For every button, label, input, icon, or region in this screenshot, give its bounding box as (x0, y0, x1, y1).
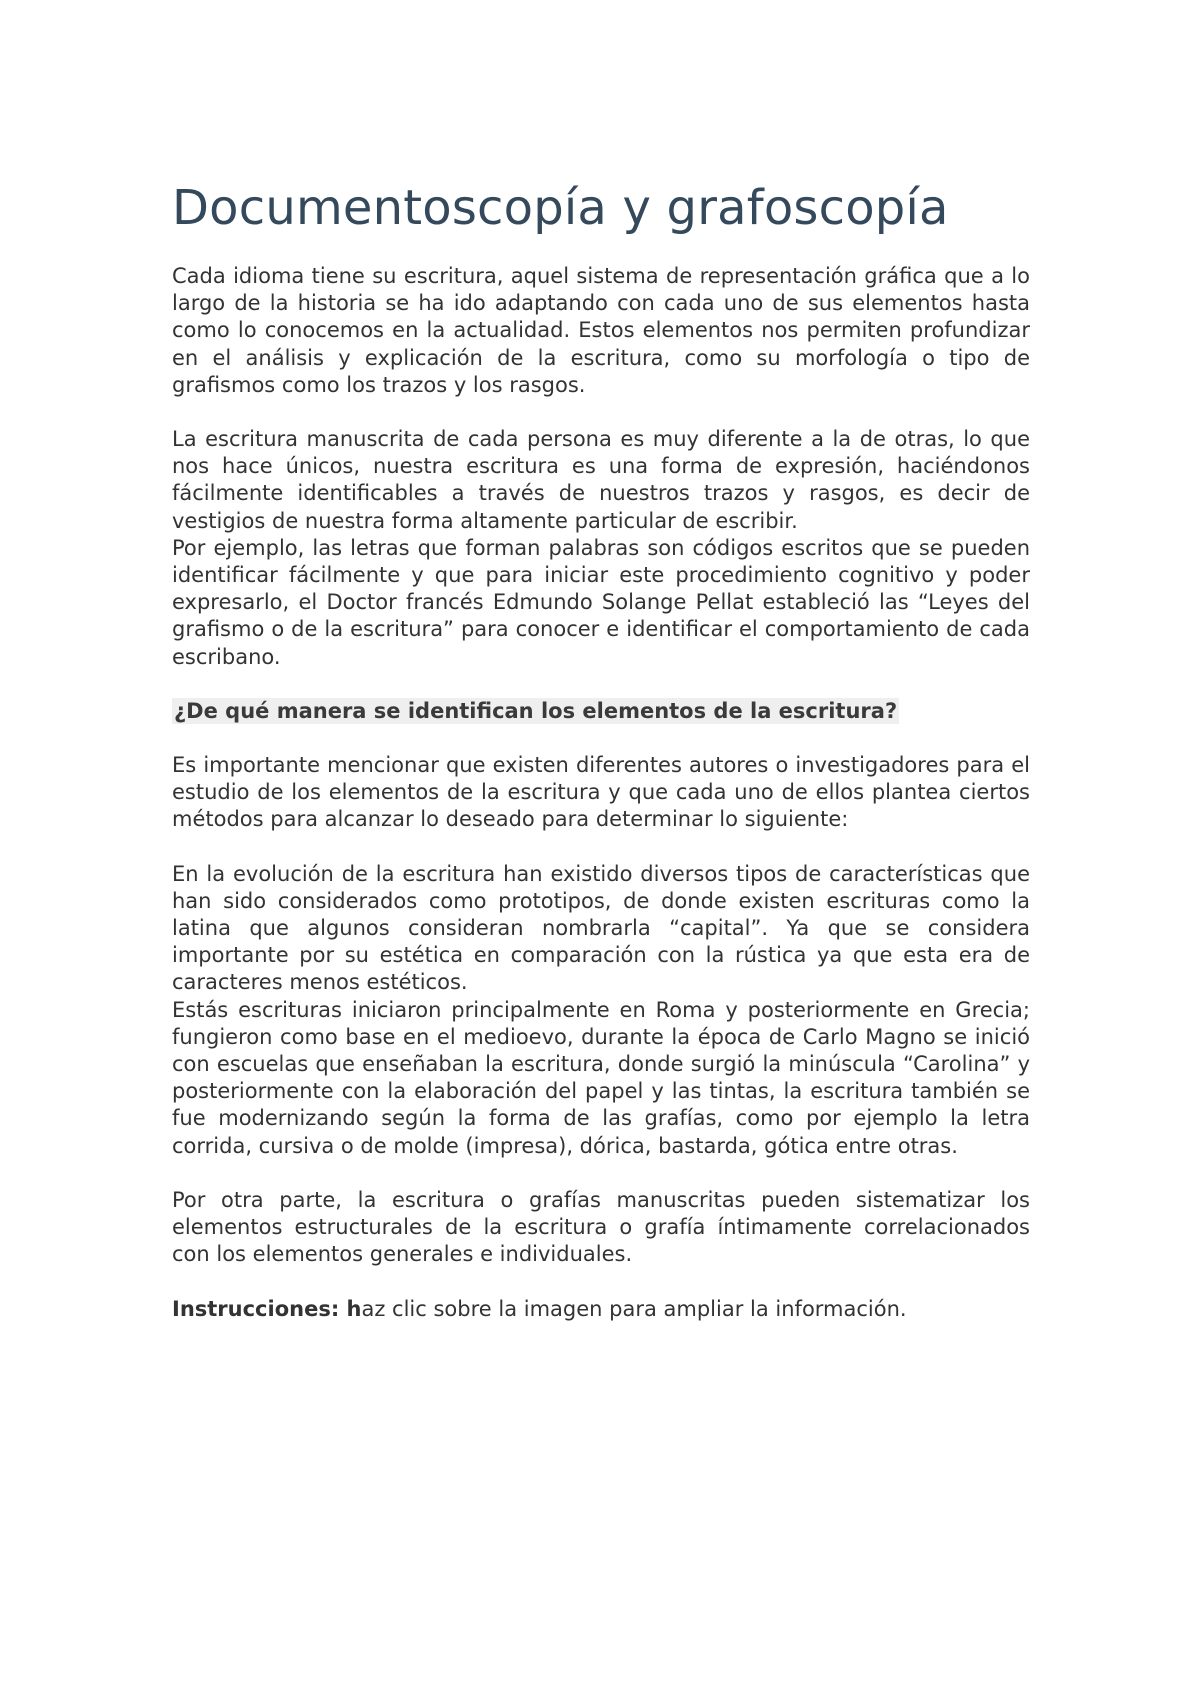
section-heading-text: ¿De qué manera se identifican los elementos de la escritura? (174, 698, 898, 723)
section-heading (172, 698, 1030, 725)
instructions-label: Instrucciones: h (172, 1296, 362, 1321)
paragraph-evolution: En la evolución de la escritura han existido diversos tipos de características que han sido considerados como prototipos, de donde existen escrituras como la latina que algunos consideran nombrarla “capital”. Ya que se considera importante por su estética en comparación con la rústica ya que esta era de caracteres menos estéticos. (172, 861, 1030, 995)
paragraph-history: Estás escrituras iniciaron principalmente en Roma y posteriormente en Grecia; fungieron como base en el medioevo, durante la época de Carlo Magno se inició con escuelas que enseñaban la escritura, donde surgió la minúscula “Carolina” y posteriormente con la elaboración del papel y las tintas, la escritura también se fue modernizando según la forma de las grafías, como por ejemplo la letra corrida, cursiva o de molde (impresa), dórica, bastarda, gótica entre otras. (172, 997, 1030, 1158)
instructions-text: az clic sobre la imagen para ampliar la información. (361, 1296, 907, 1321)
paragraph-writing-system: Cada idioma tiene su escritura, aquel sistema de representación gráfica que a lo largo de la historia se ha ido adaptando con cada uno de sus elementos hasta como lo conocemos en la actualidad. Estos elementos nos permiten profundizar en el análisis y explicación de la escritura, como su morfología o tipo de grafismos como los trazos y los rasgos. (172, 264, 1030, 397)
paragraph-authors: Es importante mencionar que existen diferentes autores o investigadores para el estudio de los elementos de la escritura y que cada uno de ellos plantea ciertos métodos para alcanzar lo deseado para determinar lo siguiente: (172, 753, 1030, 832)
paragraph-manuscript-writing: La escritura manuscrita de cada persona es muy diferente a la de otras, lo que nos hace únicos, nuestra escritura es una forma de expresión, haciéndonos fácilmente identificables a través de nuestros trazos y rasgos, es decir de vestigios de nuestra forma altamente particular de escribir. (172, 427, 1030, 533)
document-title: Documentoscopía y grafoscopía (172, 180, 949, 236)
document-page (172, 178, 1030, 1323)
paragraph-pellat-laws: Por ejemplo, las letras que forman palabras son códigos escritos que se pueden identificar fácilmente y que para iniciar este procedimiento cognitivo y poder expresarlo, el Doctor francés Edmundo Solange Pellat estableció las “Leyes del grafismo o de la escritura” para conocer e identificar el comportamiento de cada escribano. (172, 535, 1030, 669)
paragraph-structural-elements: Por otra parte, la escritura o grafías manuscritas pueden sistematizar los elementos estructurales de la escritura o grafía íntimamente correlacionados con los elementos generales e individuales. (172, 1187, 1030, 1267)
instructions-line (172, 1296, 1030, 1323)
